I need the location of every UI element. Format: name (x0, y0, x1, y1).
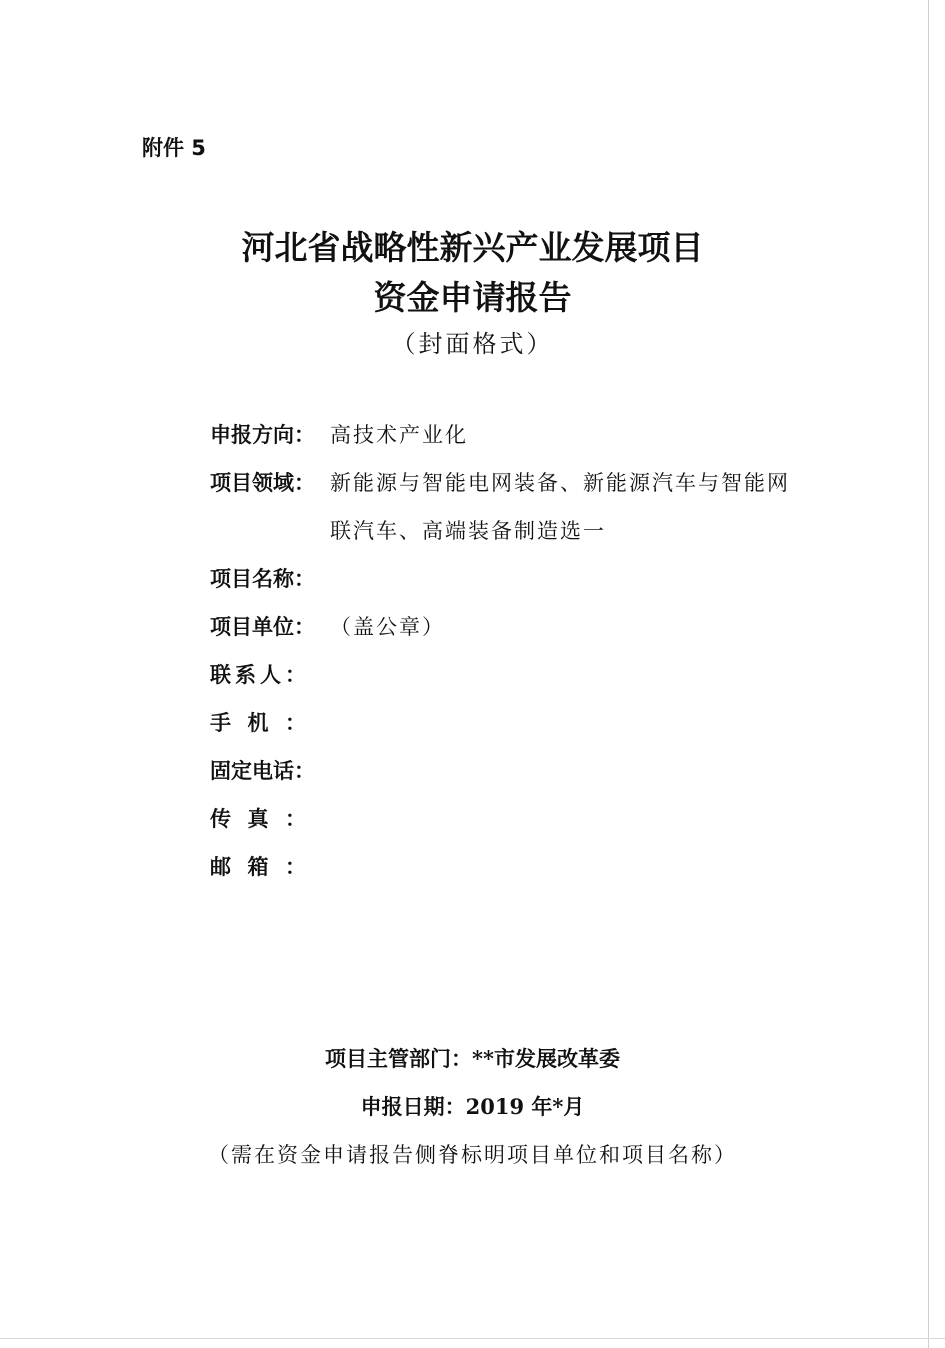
field-fax-label: 传真： (210, 806, 306, 831)
page-edge-bottom (0, 1338, 945, 1339)
field-phone (210, 756, 330, 786)
field-email (210, 852, 330, 882)
footer-date: 申报日期：2019 年*月 (360, 1094, 585, 1119)
field-phone-label: 固定电话： (210, 758, 315, 783)
field-domain-value-line1: 新能源与智能电网装备、新能源汽车与智能网 (330, 471, 790, 495)
field-domain-label: 项目领域： (210, 470, 315, 495)
attachment-label: 附件 5 (142, 136, 206, 160)
field-mobile (210, 708, 330, 738)
field-contact (210, 660, 330, 690)
field-project-name-label: 项目名称： (210, 566, 315, 591)
field-domain (210, 468, 790, 498)
field-project-name (210, 564, 330, 594)
document-title-line2: 资金申请报告 (373, 278, 572, 317)
field-direction-value: 高技术产业化 (330, 423, 468, 447)
field-project-unit-label: 项目单位： (210, 614, 315, 639)
field-direction-label: 申报方向： (210, 422, 315, 447)
field-fax (210, 804, 330, 834)
document-subtitle: （封面格式） (391, 330, 554, 358)
field-domain-value-line2: 联汽车、高端装备制造选一 (330, 519, 606, 543)
field-direction (210, 420, 468, 450)
field-project-unit (210, 612, 445, 642)
footer-note: （需在资金申请报告侧脊标明项目单位和项目名称） (208, 1143, 737, 1167)
document-title-line1: 河北省战略性新兴产业发展项目 (241, 228, 704, 267)
footer-department: 项目主管部门：**市发展改革委 (325, 1046, 620, 1071)
field-project-unit-value: （盖公章） (330, 615, 445, 639)
field-mobile-label: 手机： (210, 710, 306, 735)
field-contact-label: 联系人： (210, 662, 306, 687)
field-email-label: 邮箱： (210, 854, 306, 879)
